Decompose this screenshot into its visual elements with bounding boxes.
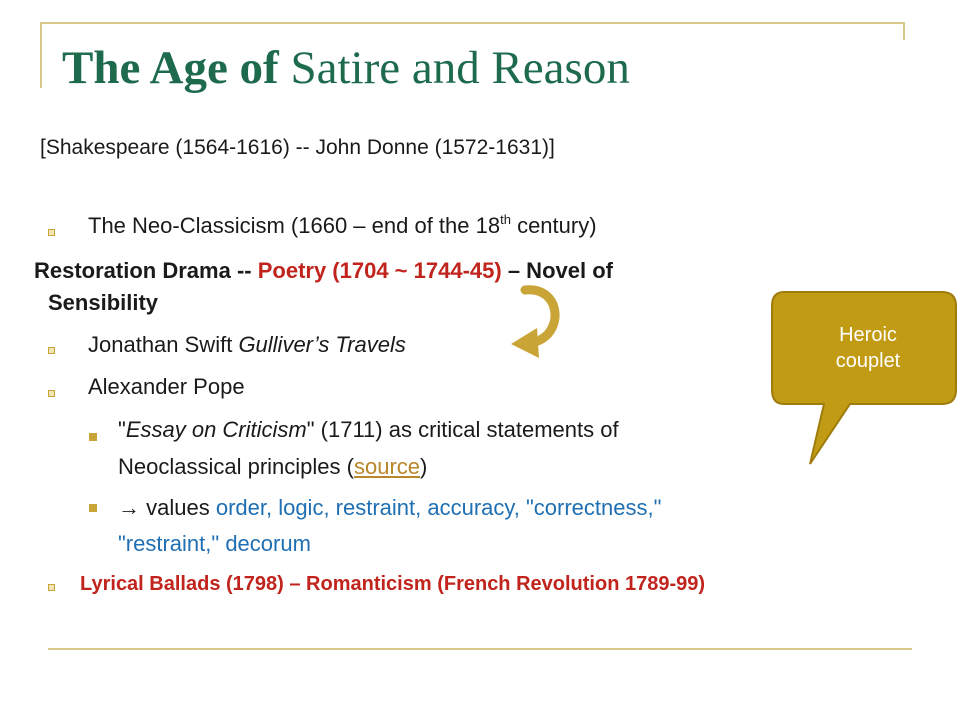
essay-principles: Neoclassical principles ( (118, 454, 354, 479)
right-arrow-icon: → (118, 495, 140, 520)
square-bullet-icon (48, 584, 55, 591)
callout-line-1: Heroic (839, 324, 897, 346)
curved-arrow-icon (505, 278, 575, 360)
swift-line (88, 331, 406, 359)
source-link[interactable]: source (353, 454, 421, 479)
square-bullet-icon (48, 390, 55, 397)
essay-rest: " (1711) as critical statements of (306, 417, 619, 442)
values-lead: values (140, 495, 216, 520)
callout-text (788, 322, 948, 374)
frame-left-line (40, 22, 42, 88)
values-line-2: "restraint," decorum (118, 531, 311, 556)
restoration-poetry: Poetry (1704 ~ 1744-45) (257, 258, 502, 283)
neo-text: The Neo-Classicism (1660 – end of the 18 (88, 213, 501, 238)
essay-quote: " (118, 417, 126, 442)
square-bullet-icon (48, 347, 55, 354)
essay-close-paren: ) (420, 454, 428, 479)
slide-title (62, 40, 630, 96)
lyrical-ballads-line: Lyrical Ballads (1798) – Romanticism (French Revolution 1789-99) (80, 573, 706, 595)
essay-line (118, 416, 619, 444)
filled-bullet-icon (89, 433, 97, 441)
swift-work: Gulliver’s Travels (238, 332, 406, 357)
values-list: order, logic, restraint, accuracy, "correctness," (215, 495, 662, 520)
title-bold: The Age of (62, 42, 279, 94)
neo-sup: th (500, 212, 511, 227)
pope-line: Alexander Pope (88, 374, 245, 399)
frame-right-line (903, 22, 905, 40)
restoration-line-2: Sensibility (48, 290, 159, 315)
essay-line-2 (118, 453, 427, 481)
callout-bubble (770, 288, 960, 473)
callout-line-2: couplet (835, 350, 901, 372)
values-line (118, 494, 661, 522)
essay-title: Essay on Criticism (125, 417, 307, 442)
filled-bullet-icon (89, 504, 97, 512)
title-rest: Satire and Reason (290, 42, 630, 94)
restoration-drama: Restoration Drama -- (34, 258, 258, 283)
neo-text-end: century) (510, 213, 597, 238)
swift-name: Jonathan Swift (88, 332, 239, 357)
neo-classicism-line (88, 212, 597, 240)
frame-top-line (42, 22, 904, 24)
restoration-novel: – Novel of (501, 258, 613, 283)
subtitle: [Shakespeare (1564-1616) -- John Donne (1572-1631)] (40, 136, 555, 159)
frame-bottom-line (48, 648, 912, 650)
square-bullet-icon (48, 229, 55, 236)
